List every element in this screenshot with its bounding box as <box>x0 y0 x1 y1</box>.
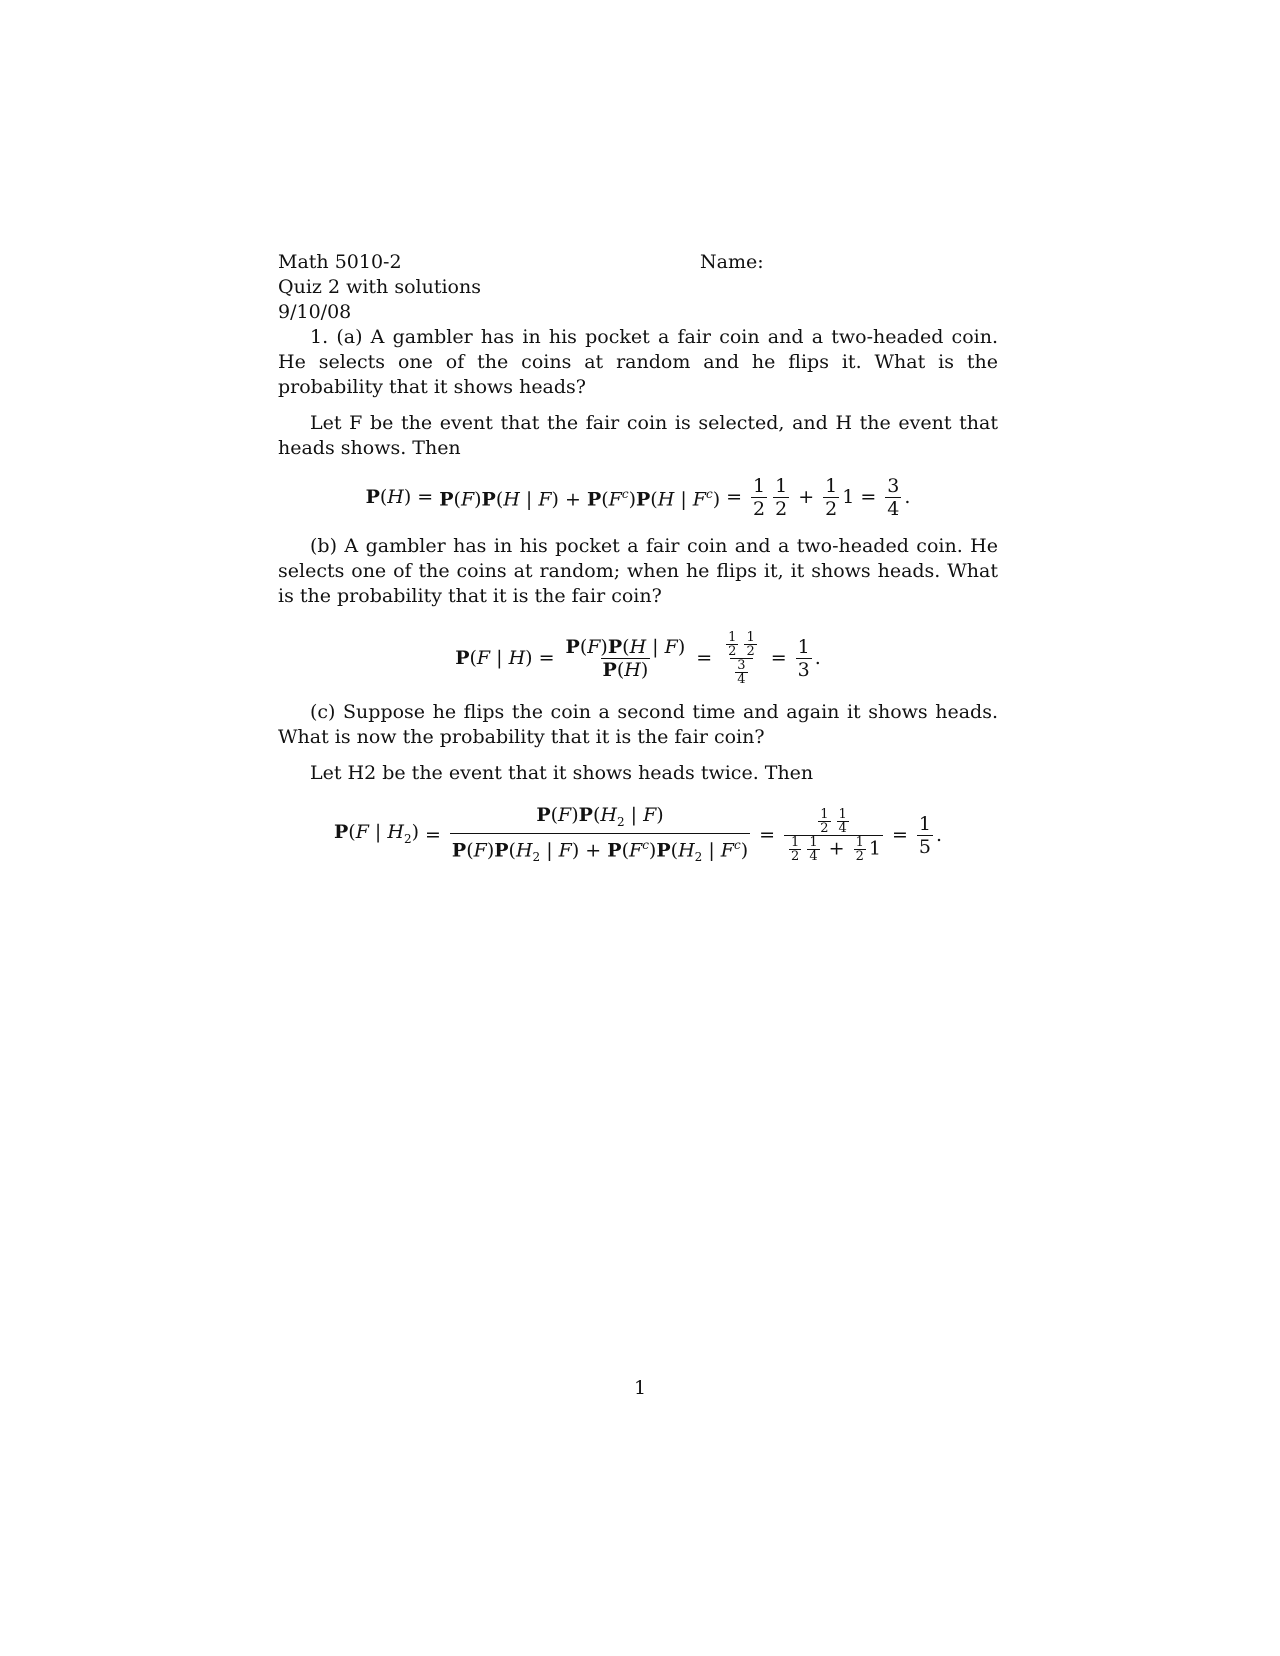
quiz-title: Quiz 2 with solutions <box>278 276 481 298</box>
header-row <box>278 250 998 275</box>
name-label: Name: <box>700 251 764 273</box>
solution-a-intro: Let F be the event that the fair coin is selected, and H the event that heads shows. Then <box>278 412 998 459</box>
document-page <box>278 250 998 882</box>
equation-b: P(F | H) = $\frac{P(F)P(H | F)}{P(H)}$ = $\frac{1}{2}$ $\frac{1}{2}$ $\frac{3}{4}$ = $\frac{1}{3}$ . <box>455 630 821 687</box>
course-label: Math 5010-2 <box>278 251 402 273</box>
quiz-date: 9/10/08 <box>278 301 352 323</box>
question-b: (b) A gambler has in his pocket a fair coin and a two-headed coin. He selects one of the coins at random; when he flips it, it shows heads. What is the probability that it is the fair coin? <box>278 535 998 607</box>
question-a: 1. (a) A gambler has in his pocket a fair coin and a two-headed coin. He selects one of the coins at random and he flips it. What is the probability that it shows heads? <box>278 326 998 398</box>
equation-a: P(H) = P(F)P(H | $F) + P(F^c)P(H$ | $F^c$) = $\frac{1}{2}$ $\frac{1}{2}$ + $\frac{1}{2}$ 1 = $\frac{3}{4}$ . <box>365 475 911 520</box>
page-number: 1 <box>633 1377 647 1399</box>
question-c: (c) Suppose he flips the coin a second time and again it shows heads. What is now the probability that it is the fair coin? <box>278 701 998 748</box>
solution-c-intro: Let H2 be the event that it shows heads twice. Then <box>310 762 814 784</box>
equation-c: P(F | $H_2$) = $\frac{P(F)P(H_2 | F)}{P(F)P(H_2 | F) + P(F^c)P(H_2 | F^c)}$ = $\frac{1}{2}$ $\frac{1}{4}$ $\frac{1}{2}$ $\frac{1}{4}$ + $\frac{1}{2}$ 1 = $\frac{1}{5}$ . <box>278 804 998 868</box>
